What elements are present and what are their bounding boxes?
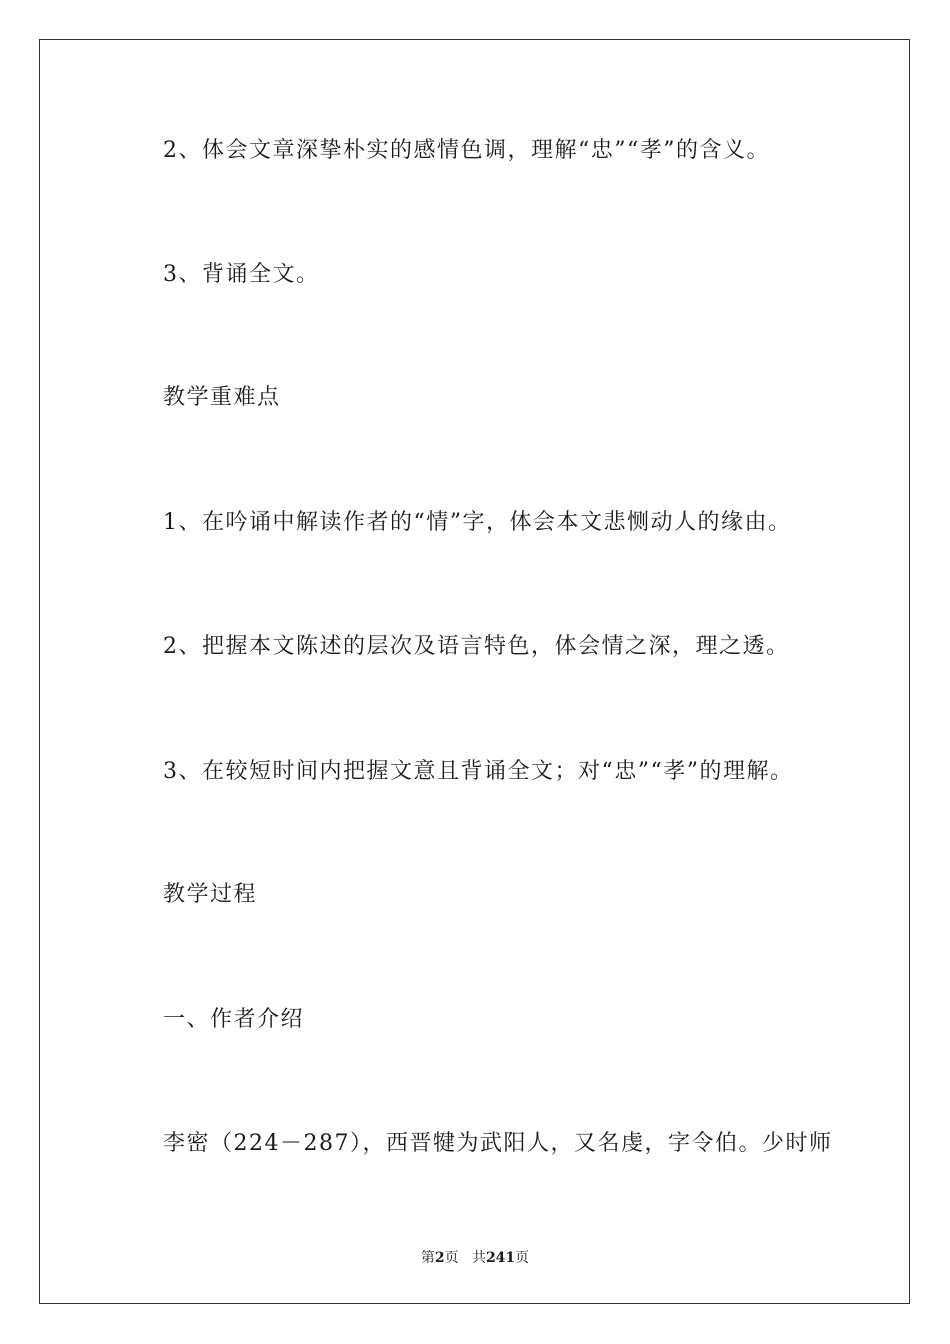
footer-page-suffix: 页: [444, 1250, 459, 1266]
key-point-3: 3、在较短时间内把握文意且背诵全文；对“忠”“孝”的理解。: [163, 759, 794, 784]
author-intro-text: 李密（224－287），西晋犍为武阳人，又名虔，字令伯。少时师: [163, 1131, 833, 1156]
page-border: [39, 39, 910, 1304]
footer-prefix: 第: [420, 1250, 435, 1266]
objective-3: 3、背诵全文。: [163, 262, 320, 287]
section-heading-process: 教学过程: [163, 882, 258, 907]
section-heading-key-points: 教学重难点: [163, 385, 281, 410]
objective-2: 2、体会文章深挚朴实的感情色调，理解“忠”“孝”的含义。: [163, 138, 770, 163]
footer-current-page: 2: [434, 1250, 445, 1266]
footer-total-pages: 241: [485, 1250, 516, 1266]
subheading-author-intro: 一、作者介绍: [163, 1007, 305, 1032]
key-point-1: 1、在吟诵中解读作者的“情”字，体会本文悲恻动人的缘由。: [163, 510, 792, 535]
footer-total-prefix: 共: [471, 1250, 486, 1266]
page-footer: [0, 1248, 950, 1268]
footer-total-suffix: 页: [515, 1250, 530, 1266]
key-point-2: 2、把握本文陈述的层次及语言特色，体会情之深，理之透。: [163, 634, 790, 659]
